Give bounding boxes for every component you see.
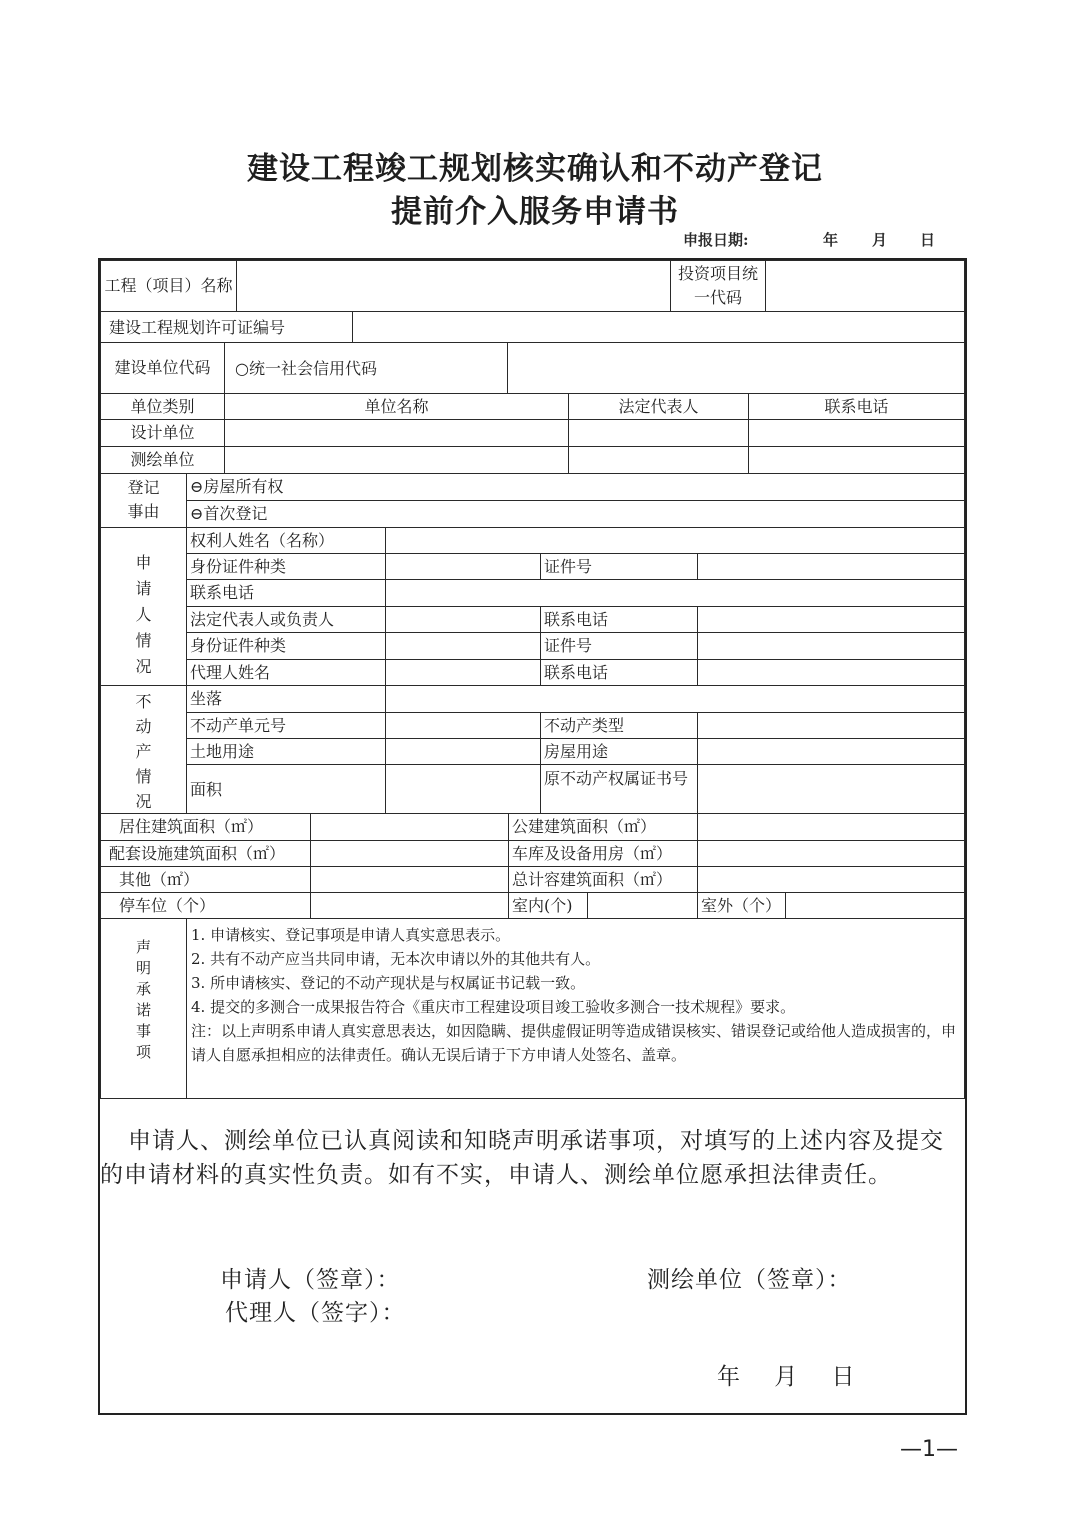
invest-code-label: 投资项目统一代码 [670, 260, 766, 312]
applicant-phone-label: 联系电话 [186, 579, 386, 607]
plot-ratio-area-label: 总计容建筑面积（㎡） [508, 866, 698, 893]
id-type2-label: 身份证件种类 [186, 632, 386, 660]
agent-name-label: 代理人姓名 [186, 659, 386, 686]
orig-cert-label: 原不动产权属证书号 [540, 764, 698, 814]
report-date-day: 日 [920, 231, 936, 249]
legal-rep-phone-field[interactable] [697, 606, 965, 633]
house-use-label: 房屋用途 [540, 738, 698, 765]
agent-name-field[interactable] [385, 659, 541, 686]
garage-area-field[interactable] [697, 840, 965, 867]
pledge-content: 申请人、测绘单位已认真阅读和知晓声明承诺事项，对填写的上述内容及提交的申请材料的真实性负责。如有不实，申请人、测绘单位愿承担法律责任。 [100, 1128, 944, 1188]
area-field[interactable] [385, 764, 541, 814]
unit-header-category: 单位类别 [100, 393, 225, 420]
id-type-label: 身份证件种类 [186, 553, 386, 580]
right-holder-label: 权利人姓名（名称） [186, 527, 386, 554]
project-name-field[interactable] [236, 260, 671, 312]
right-holder-field[interactable] [385, 527, 965, 554]
area-label: 面积 [186, 764, 386, 814]
id-no2-field[interactable] [697, 632, 965, 660]
property-type-label: 不动产类型 [540, 712, 698, 739]
declaration-item-3: 3. 所申请核实、登记的不动产现状是与权属证书记载一致。 [191, 974, 586, 992]
signature-date: 年 月 日 [717, 1364, 856, 1390]
declaration-item-1: 1. 申请核实、登记事项是申请人真实意思表示。 [191, 926, 511, 944]
form-title-line2: 提前介入服务申请书 [391, 194, 679, 230]
indoor-parking-label: 室内(个) [508, 892, 588, 919]
id-type-field[interactable] [385, 553, 541, 580]
supporting-area-field[interactable] [310, 840, 509, 867]
public-area-field[interactable] [697, 813, 965, 841]
property-type-field[interactable] [697, 712, 965, 739]
unit-row-design: 设计单位 [100, 419, 225, 447]
house-use-field[interactable] [697, 738, 965, 765]
land-use-field[interactable] [385, 738, 541, 765]
design-unit-rep-field[interactable] [568, 419, 749, 447]
applicant-signature-label: 申请人（签章）： [220, 1267, 401, 1293]
residential-area-field[interactable] [310, 813, 509, 841]
registration-option-ownership[interactable]: ⊖房屋所有权 [186, 473, 965, 501]
property-section-label: 不动产情况 [100, 685, 187, 814]
parking-field[interactable] [310, 892, 509, 919]
declaration-item-2: 2. 共有不动产应当共同申请，无本次申请以外的其他共有人。 [191, 950, 601, 968]
declaration-label: 声明承诺事项 [100, 918, 187, 1099]
page-number: —1— [900, 1437, 958, 1462]
registration-option-first[interactable]: ⊖首次登记 [186, 500, 965, 528]
orig-cert-field[interactable] [697, 764, 965, 814]
unit-no-label: 不动产单元号 [186, 712, 386, 739]
registration-reason-label: 登记事由 [100, 473, 187, 528]
unit-header-name: 单位名称 [224, 393, 569, 420]
unit-row-survey: 测绘单位 [100, 446, 225, 474]
unit-header-legal-rep: 法定代表人 [568, 393, 749, 420]
declaration-text [186, 918, 965, 1099]
applicant-phone-field[interactable] [385, 579, 965, 607]
land-use-label: 土地用途 [186, 738, 386, 765]
other-area-label: 其他（㎡） [100, 866, 311, 893]
location-field[interactable] [385, 685, 965, 713]
legal-rep-phone-label: 联系电话 [540, 606, 698, 633]
garage-area-label: 车库及设备用房（㎡） [508, 840, 698, 867]
permit-label: 建设工程规划许可证编号 [100, 311, 353, 343]
design-unit-phone-field[interactable] [748, 419, 965, 447]
survey-unit-phone-field[interactable] [748, 446, 965, 474]
unit-no-field[interactable] [385, 712, 541, 739]
location-label: 坐落 [186, 685, 386, 713]
id-no-field[interactable] [697, 553, 965, 580]
report-date-month: 月 [872, 231, 888, 249]
legal-rep-field[interactable] [385, 606, 541, 633]
supporting-area-label: 配套设施建筑面积（㎡） [100, 840, 311, 867]
project-name-label: 工程（项目）名称 [100, 260, 237, 312]
unit-header-phone: 联系电话 [748, 393, 965, 420]
invest-code-field[interactable] [765, 260, 965, 312]
applicant-section-label: 申请人情况 [100, 527, 187, 686]
declaration-item-4: 4. 提交的多测合一成果报告符合《重庆市工程建设项目竣工验收多测合一技术规程》要求。 [191, 998, 796, 1016]
id-no2-label: 证件号 [540, 632, 698, 660]
form-title-line1: 建设工程竣工规划核实确认和不动产登记 [247, 151, 823, 187]
survey-unit-rep-field[interactable] [568, 446, 749, 474]
unit-code-field[interactable] [507, 342, 965, 394]
design-unit-name-field[interactable] [224, 419, 569, 447]
pledge-text [100, 1124, 966, 1192]
legal-rep-label: 法定代表人或负责人 [186, 606, 386, 633]
unit-code-label: 建设单位代码 [100, 342, 225, 394]
declaration-note: 注：以上声明系申请人真实意思表达，如因隐瞒、提供虚假证明等造成错误核实、错误登记或给他人造成损害的，申请人自愿承担相应的法律责任。确认无误后请于下方申请人处签名、盖章。 [191, 1022, 957, 1064]
residential-area-label: 居住建筑面积（㎡） [100, 813, 311, 841]
surveyor-signature-label: 测绘单位（签章）： [647, 1267, 852, 1293]
outdoor-parking-field[interactable] [785, 892, 965, 919]
id-type2-field[interactable] [385, 632, 541, 660]
plot-ratio-area-field[interactable] [697, 866, 965, 893]
report-date-year: 年 [823, 231, 839, 249]
other-area-field[interactable] [310, 866, 509, 893]
credit-code-option[interactable]: ○统一社会信用代码 [224, 342, 508, 394]
public-area-label: 公建建筑面积（㎡） [508, 813, 698, 841]
report-date-label: 申报日期: [683, 231, 749, 249]
agent-phone-label: 联系电话 [540, 659, 698, 686]
outdoor-parking-label: 室外（个） [697, 892, 786, 919]
survey-unit-name-field[interactable] [224, 446, 569, 474]
parking-label: 停车位（个） [100, 892, 311, 919]
indoor-parking-field[interactable] [587, 892, 698, 919]
id-no-label: 证件号 [540, 553, 698, 580]
agent-signature-label: 代理人（签字）： [225, 1300, 406, 1326]
agent-phone-field[interactable] [697, 659, 965, 686]
permit-field[interactable] [352, 311, 965, 343]
